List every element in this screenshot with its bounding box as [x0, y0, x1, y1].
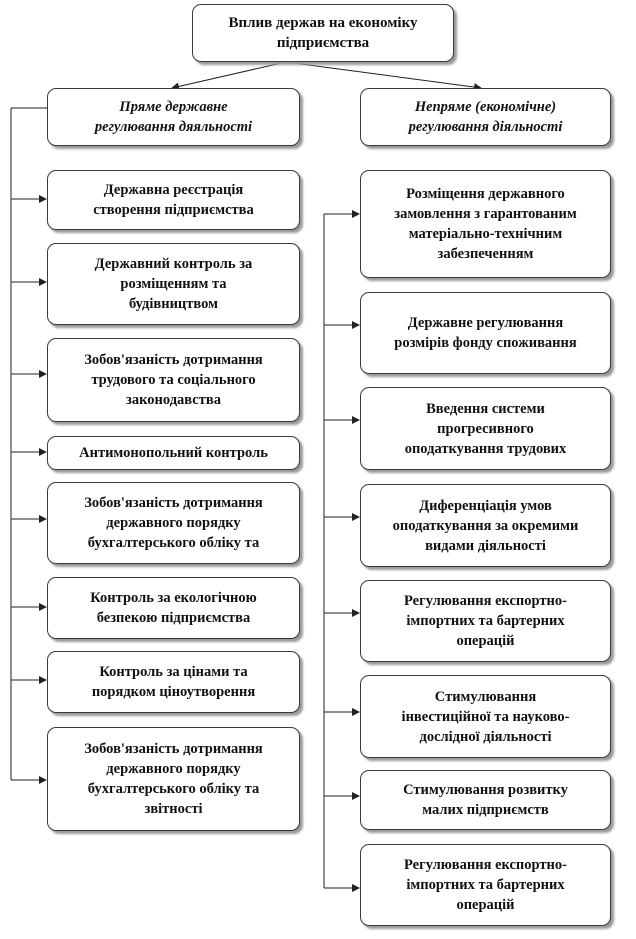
- right-item-node: Введення системи прогресивного оподаткування трудових: [360, 387, 611, 470]
- left-item-node: Зобов'язаність дотримання трудового та соціального законодавства: [47, 338, 300, 422]
- right-item-node: Регулювання експортно- імпортних та бартерних операцій: [360, 580, 611, 662]
- right-item-node: Стимулювання інвестиційної та науково- дослідної діяльності: [360, 675, 611, 758]
- left-item-node: Контроль за екологічною безпекою підприємства: [47, 577, 300, 639]
- left-item-node: Зобов'язаність дотримання державного порядку бухгалтерського обліку та: [47, 482, 300, 564]
- left-item-node: Державна реєстрація створення підприємства: [47, 170, 300, 230]
- right-item-node: Регулювання експортно- імпортних та бартерних операцій: [360, 844, 611, 926]
- left-item-node: Державний контроль за розміщенням та будівництвом: [47, 243, 300, 325]
- right-item-node: Стимулювання розвитку малих підприємств: [360, 770, 611, 830]
- left-header-node: Пряме державне регулювання дяяльності: [47, 88, 300, 146]
- left-item-node: Контроль за цінами та порядком ціноутворення: [47, 651, 300, 713]
- right-item-node: Державне регулювання розмірів фонду споживання: [360, 292, 611, 374]
- right-header-node: Непряме (економічне) регулювання діяльності: [360, 88, 611, 146]
- right-item-node: Розміщення державного замовлення з гарантованим матеріально-технічним забезпеченням: [360, 170, 611, 278]
- left-item-node: Антимонопольний контроль: [47, 436, 300, 470]
- right-item-node: Диференціація умов оподаткування за окремими видами діяльності: [360, 484, 611, 567]
- root-node: Вплив держав на економіку підприємства: [192, 4, 454, 62]
- left-item-node: Зобов'язаність дотримання державного порядку бухгалтерського обліку та звітності: [47, 727, 300, 831]
